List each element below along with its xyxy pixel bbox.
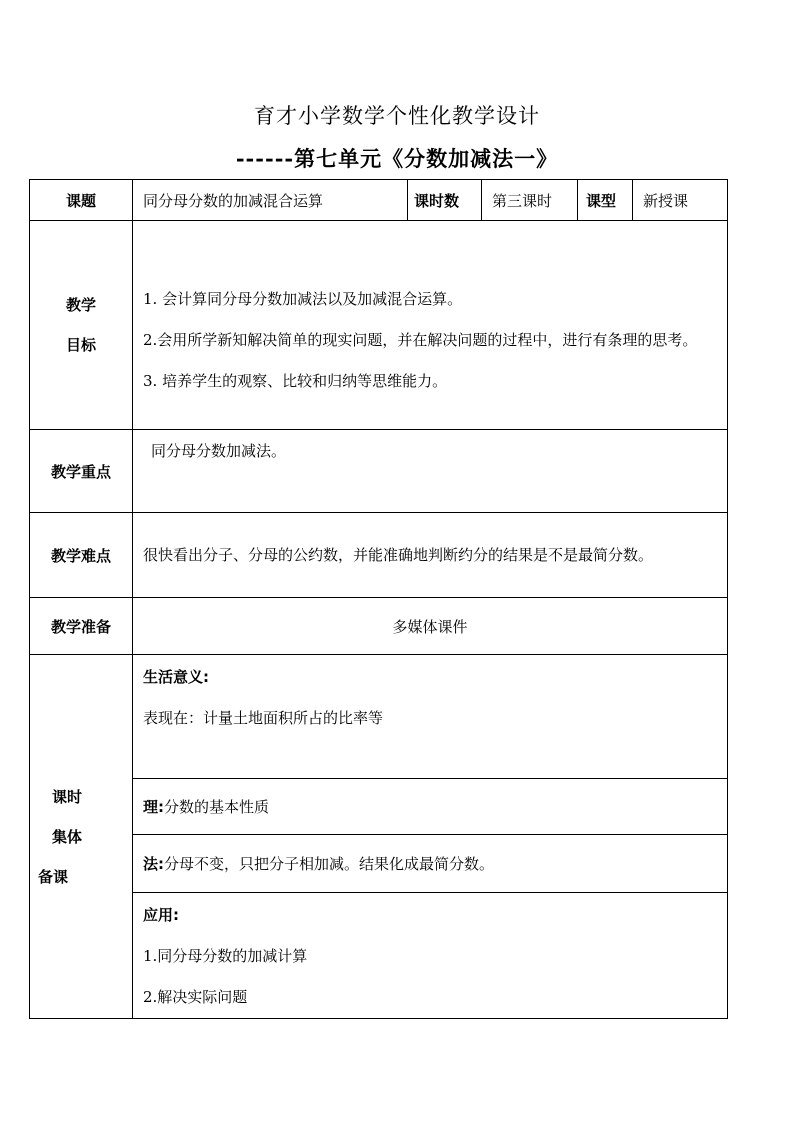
- application-heading: 应用:: [143, 906, 179, 924]
- preparation-value: 多媒体课件: [133, 598, 728, 655]
- difficulty-label: 教学难点: [30, 513, 133, 598]
- key-point-value: 同分母分数加减法。: [133, 430, 728, 513]
- goals-row: [30, 221, 728, 430]
- collective-label: [30, 655, 133, 1019]
- hours-label: 课时数: [408, 180, 482, 221]
- life-meaning-row: [30, 655, 728, 779]
- method-text: 分母不变，只把分子相加减。结果化成最简分数。: [164, 855, 495, 873]
- topic-row: [30, 180, 728, 221]
- goal-item-3: 3. 培养学生的观察、比较和归纳等思维能力。: [143, 371, 448, 390]
- goal-item-2: 2.会用所学新知解决简单的现实问题，并在解决问题的过程中，进行有条理的思考。: [143, 330, 698, 349]
- type-value: 新授课: [633, 180, 728, 221]
- topic-value: 同分母分数的加减混合运算: [133, 180, 408, 221]
- hours-value: 第三课时: [482, 180, 578, 221]
- key-point-label: 教学重点: [30, 430, 133, 513]
- application-row: [30, 893, 728, 1019]
- document-subtitle: ------第七单元《分数加减法一》: [235, 146, 559, 171]
- type-label: 课型: [578, 180, 633, 221]
- theory-cell: [133, 779, 728, 835]
- key-point-row: [30, 430, 728, 513]
- collective-label-line1: 课时: [52, 787, 83, 806]
- application-cell: [133, 893, 728, 1019]
- document-title: 育才小学数学个性化教学设计: [254, 104, 540, 128]
- life-meaning-heading: 生活意义:: [143, 668, 209, 686]
- application-item-1: 1.同分母分数的加减计算: [143, 947, 308, 965]
- difficulty-row: [30, 513, 728, 598]
- topic-label: 课题: [30, 180, 133, 221]
- method-row: [30, 835, 728, 893]
- goals-label-line1: 教学: [65, 296, 96, 314]
- method-cell: [133, 835, 728, 893]
- theory-heading: 理:: [143, 798, 164, 816]
- collective-label-line3: 备课: [38, 867, 69, 886]
- life-meaning-text: 表现在：计量土地面积所占的比率等: [143, 709, 384, 727]
- life-meaning-cell: [133, 655, 728, 779]
- lesson-plan-table: [29, 179, 728, 1019]
- collective-label-line2: 集体: [52, 827, 83, 846]
- difficulty-value: 很快看出分子、分母的公约数，并能准确地判断约分的结果是不是最简分数。: [133, 513, 728, 598]
- goals-content: [133, 221, 728, 430]
- application-item-2: 2.解决实际问题: [143, 988, 248, 1006]
- theory-row: [30, 779, 728, 835]
- theory-text: 分数的基本性质: [164, 798, 270, 816]
- goals-label: [30, 221, 133, 430]
- preparation-row: [30, 598, 728, 655]
- preparation-label: 教学准备: [30, 598, 133, 655]
- method-heading: 法:: [143, 855, 164, 873]
- goals-label-line2: 目标: [65, 336, 96, 354]
- goal-item-1: 1. 会计算同分母分数加减法以及加减混合运算。: [143, 289, 463, 308]
